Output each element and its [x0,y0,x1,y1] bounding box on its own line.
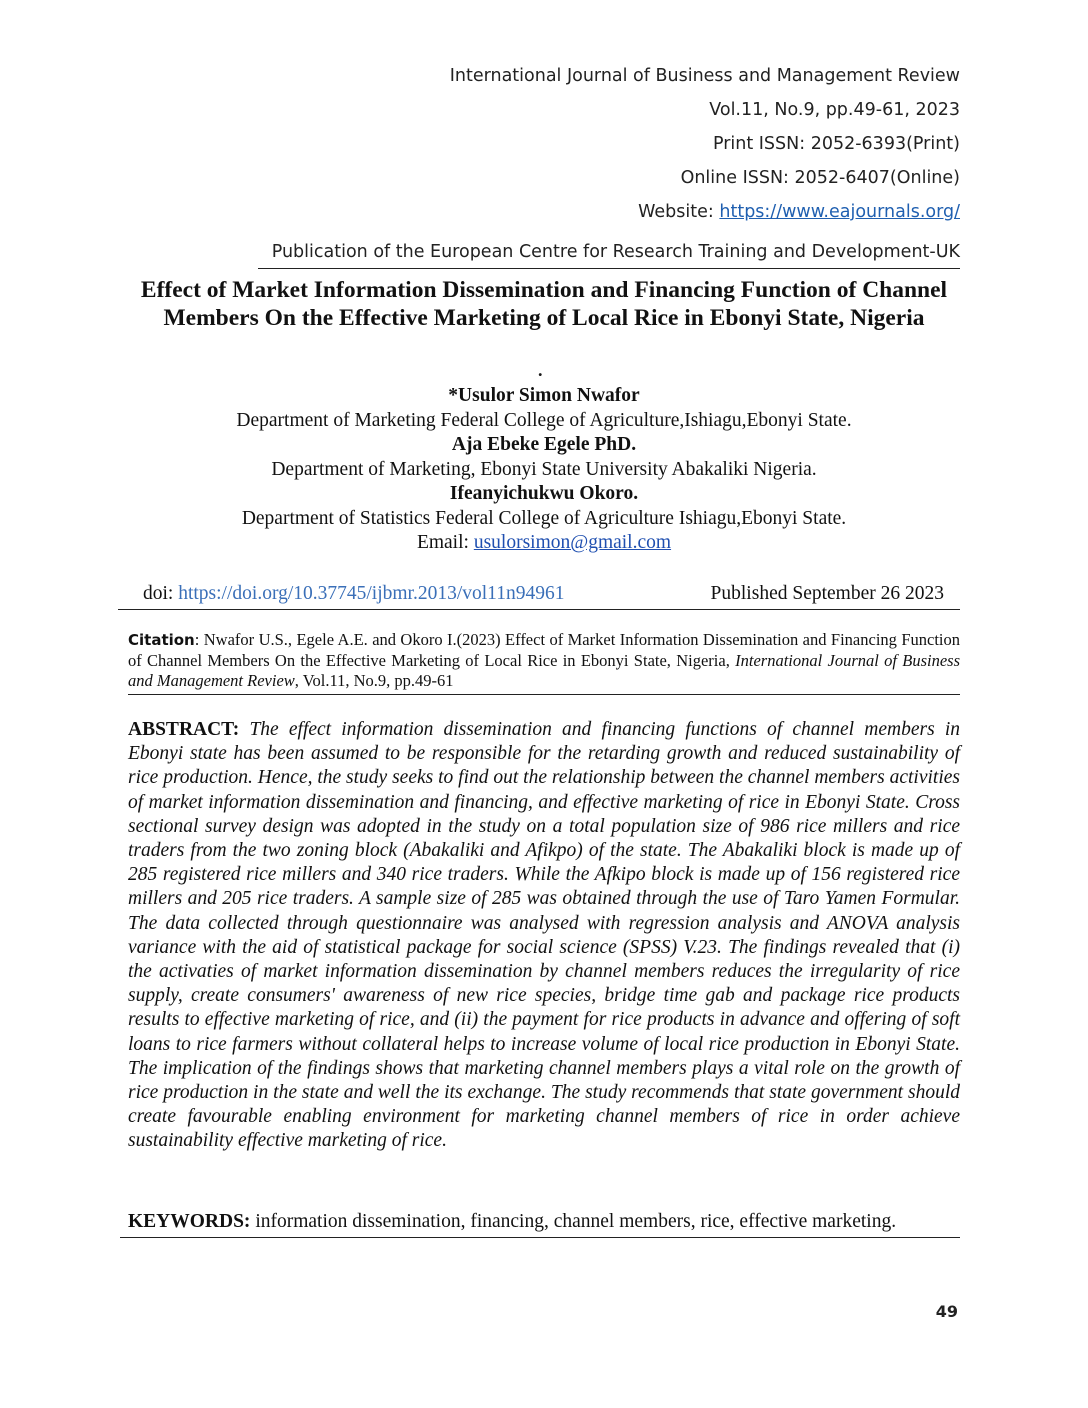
paper-title: Effect of Market Information Dissemination and Financing Function of Channel Members On the Effective Marketing of Local Rice in Ebonyi State, Nigeria [140,277,948,331]
author-name: Ifeanyichukwu Okoro. [449,483,639,504]
doi-link[interactable]: https://doi.org/10.37745/ijbmr.2013/vol11n94961 [178,583,565,604]
journal-volume: Vol.11, No.9, pp.49-61, 2023 [709,100,960,120]
email-link[interactable]: usulorsimon@gmail.com [473,532,672,553]
online-issn: Online ISSN: 2052-6407(Online) [680,168,960,188]
author-name: *Usulor Simon Nwafor [448,385,640,406]
author-affiliation: Department of Marketing, Ebonyi State University Abakaliki Nigeria. [271,458,817,480]
citation-journal: International Journal of Business and Management Review [128,650,960,690]
website-link[interactable]: https://www.eajournals.org/ [719,202,960,222]
keywords-block [120,1210,960,1238]
keywords-label: KEYWORDS: [128,1211,251,1232]
doi-line [118,582,960,610]
author-affiliation: Department of Marketing Federal College of Agriculture,Ishiagu,Ebonyi State. [236,409,852,431]
citation-label: Citation [128,631,195,649]
publisher-line: Publication of the European Centre for Research Training and Development-UK [258,240,960,269]
author-block [118,384,970,556]
email-label: Email: [416,532,474,553]
journal-header [200,62,960,232]
print-issn: Print ISSN: 2052-6393(Print) [712,134,960,154]
published-date: Published September 26 2023 [710,583,944,604]
page-number: 49 [935,1302,958,1321]
citation-block [128,630,960,695]
abstract-label: ABSTRACT: [128,719,240,740]
citation-text: : Nwafor U.S., Egele A.E. and Okoro I.(2023) Effect of Market Information Dissemination and Financing Function of Channel Members On the Effective Marketing of Local Rice in Ebonyi State, Nigeria, [128,630,960,670]
website-line [200,198,960,232]
author-name: Aja Ebeke Egele PhD. [451,434,637,455]
keywords-text: information dissemination, financing, channel members, rice, effective marketing. [250,1211,897,1232]
website-label: Website: [638,202,720,222]
email-line [118,531,970,556]
abstract-text: The effect information dissemination and financing functions of channel members in Ebonyi state has been assumed to be responsible for the retarding growth and reduced sustainability of rice production. Hence, the study seeks to find out the relationship between the channel members activities of market information dissemination and financing, and effective marketing of rice in Ebonyi State. Cross sectional survey design was adopted in the study on a total population size of 986 rice millers and rice traders from the two zoning block (Abakaliki and Afikpo) of the state. The Abakaliki block is made up of 285 registered rice millers and 340 rice traders. While the Afkipo block is made up of 156 registered rice millers and 205 rice traders. A sample size of 285 was obtained through the use of Taro Yamen Formular. The data collected through questionnaire was analysed with regression analysis and ANOVA analysis variance with the aid of statistical package for social science (SPSS) V.23. The findings revealed that (i) the activaties of market information dissemination by channel members reduces the irregularity of rice supply, create consumers' awareness of new rice species, bridge time gab and package rice products results to effective marketing of rice, and (ii) the payment for rice products in advance and offering of soft loans to rice farmers without collateral helps to increase volume of local rice production in Ebonyi State. The implication of the findings shows that marketing channel members plays a vital role on the growth of rice production in the state and well the its exchange. The study recommends that state government should create favourable enabling environment for marketing channel members of rice in order achieve sustainability effective marketing of rice. [128,719,961,1152]
title-dot: . [538,360,543,380]
abstract-block [128,718,960,1154]
doi-label: doi: [143,583,179,604]
journal-name: International Journal of Business and Management Review [449,66,960,86]
citation-tail: , Vol.11, No.9, pp.49-61 [294,671,454,690]
author-affiliation: Department of Statistics Federal College of Agriculture Ishiagu,Ebonyi State. [241,507,847,529]
